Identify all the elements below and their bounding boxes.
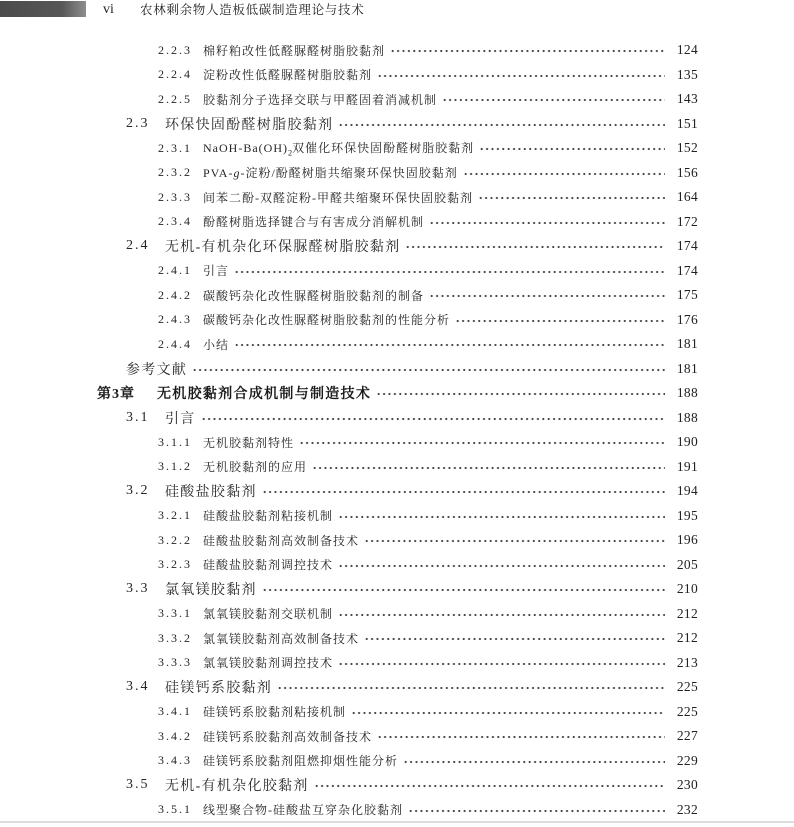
toc-entry-2-3-4 (0, 210, 698, 235)
entry-number: 3.4.2 (158, 728, 192, 743)
entry-title (203, 139, 474, 157)
entry-title: 硅镁钙系胶黏剂高效制备技术 (203, 729, 373, 744)
entry-page: 212 (676, 605, 698, 621)
entry-title: 无机胶黏剂特性 (203, 435, 295, 450)
entry-title: 硅镁钙系胶黏剂阻燃抑烟性能分析 (203, 754, 399, 769)
running-head-title: 农林剩余物人造板低碳制造理论与技术 (140, 2, 365, 17)
toc-entry-2-2-5 (0, 87, 698, 112)
entry-number: 2.4.1 (158, 263, 192, 278)
entry-title: 环保快固酚醛树脂胶黏剂 (165, 117, 334, 133)
toc-entry-2-3 (0, 112, 698, 137)
entry-page: 194 (676, 483, 698, 499)
toc-entry-3-3-3 (0, 651, 698, 676)
dot-leader (377, 73, 665, 79)
dot-leader (455, 318, 665, 324)
entry-title: 氯氧镁胶黏剂 (165, 583, 257, 599)
entry-title: 硅酸盐胶黏剂粘接机制 (203, 509, 334, 524)
entry-title: 淀粉改性低醛脲醛树脂胶黏剂 (203, 68, 373, 83)
entry-title: 线型聚合物-硅酸盐互穿杂化胶黏剂 (203, 803, 403, 818)
entry-page: 232 (676, 801, 698, 817)
dot-leader (312, 465, 665, 471)
toc-entry-3-3-2 (0, 626, 698, 651)
entry-page: 181 (676, 336, 698, 352)
dot-leader (403, 759, 665, 765)
entry-page: 205 (676, 556, 698, 572)
entry-number: 2.2.5 (158, 91, 192, 106)
dot-leader (262, 489, 665, 495)
dot-leader (408, 808, 665, 814)
entry-title: 引言 (203, 264, 230, 279)
dot-leader (364, 538, 665, 544)
toc-entry-references (0, 357, 698, 382)
dot-leader (463, 171, 665, 177)
entry-page: 135 (676, 66, 698, 82)
dot-leader (234, 269, 665, 275)
entry-title: 氯氧镁胶黏剂调控技术 (203, 656, 334, 671)
entry-number: 3.5.1 (158, 802, 192, 817)
entry-number: 2.2.4 (158, 67, 192, 82)
entry-page: 156 (676, 164, 698, 180)
dot-leader (192, 367, 665, 373)
toc-entry-3-2 (0, 479, 698, 504)
entry-page: 210 (676, 581, 698, 597)
toc-entry-3-4-2 (0, 724, 698, 749)
entry-page: 164 (676, 189, 698, 205)
entry-title: 无机-有机杂化胶黏剂 (165, 779, 309, 795)
toc-entry-2-2-4 (0, 63, 698, 88)
entry-page: 191 (676, 458, 698, 474)
entry-title: 酚醛树脂选择键合与有害成分消解机制 (203, 215, 425, 230)
entry-title: 间苯二酚-双醛淀粉-甲醛共缩聚环保快固胶黏剂 (203, 190, 473, 205)
entry-title-part: PVA- (203, 166, 234, 181)
header-bar (0, 1, 86, 17)
dot-leader (376, 391, 665, 397)
entry-title: 参考文献 (126, 362, 188, 378)
toc-entry-3-4-3 (0, 749, 698, 774)
toc-entry-2-3-2 (0, 161, 698, 186)
entry-title-part: NaOH-Ba(OH) (203, 141, 288, 156)
entry-title: 碳酸钙杂化改性脲醛树脂胶黏剂的性能分析 (203, 313, 451, 328)
entry-page: 229 (676, 752, 698, 768)
toc-entry-2-3-3 (0, 185, 698, 210)
toc-entry-3-3 (0, 577, 698, 602)
dot-leader (351, 710, 665, 716)
entry-number: 3.5 (126, 777, 150, 793)
dot-leader (478, 195, 665, 201)
entry-page: 225 (676, 703, 698, 719)
toc-entry-2-4 (0, 234, 698, 259)
entry-page: 143 (676, 91, 698, 107)
entry-number: 3.1.2 (158, 459, 192, 474)
entry-number: 2.3 (126, 115, 150, 131)
entry-title-part: -淀粉/酚醛树脂共缩聚环保快固胶黏剂 (240, 166, 458, 181)
dot-leader (262, 587, 665, 593)
entry-title: 胶黏剂分子选择交联与甲醛固着消减机制 (203, 92, 438, 107)
entry-number: 3.2 (126, 483, 150, 499)
entry-page: 188 (676, 409, 698, 425)
toc-entry-3-1-1 (0, 430, 698, 455)
entry-page: 174 (676, 238, 698, 254)
toc-entry-chapter (0, 381, 698, 406)
entry-page: 212 (676, 630, 698, 646)
dot-leader (338, 563, 665, 569)
entry-page: 225 (676, 679, 698, 695)
dot-leader (479, 146, 665, 152)
entry-title: 硅酸盐胶黏剂高效制备技术 (203, 533, 360, 548)
entry-title: 氯氧镁胶黏剂交联机制 (203, 607, 334, 622)
dot-leader (429, 220, 665, 226)
entry-title: 小结 (203, 337, 230, 352)
dot-leader (377, 734, 665, 740)
toc-entry-2-4-3 (0, 308, 698, 333)
toc-entry-2-3-1 (0, 136, 698, 161)
toc-entry-3-4 (0, 675, 698, 700)
dot-leader (338, 122, 665, 128)
entry-title: 硅酸盐胶黏剂调控技术 (203, 558, 334, 573)
entry-number: 3.3.1 (158, 606, 192, 621)
entry-number: 3.1.1 (158, 434, 192, 449)
page-number-label: vi (103, 2, 114, 17)
entry-page: 196 (676, 532, 698, 548)
toc-entry-3-1 (0, 406, 698, 431)
entry-title-subscript: 2 (287, 148, 293, 158)
entry-title: 硅镁钙系胶黏剂粘接机制 (203, 705, 347, 720)
dot-leader (277, 685, 665, 691)
dot-leader (405, 244, 665, 250)
entry-number: 2.3.2 (158, 165, 192, 180)
entry-title-italic: g (233, 166, 241, 181)
entry-number: 3.1 (126, 409, 150, 425)
entry-title: 氯氧镁胶黏剂高效制备技术 (203, 631, 360, 646)
entry-title (203, 164, 458, 181)
toc-entry-2-2-3 (0, 38, 698, 63)
entry-number: 3.3.2 (158, 630, 192, 645)
entry-title-part: 双催化环保快固酚醛树脂胶黏剂 (292, 141, 475, 156)
entry-page: 188 (676, 385, 698, 401)
entry-number: 3.2.3 (158, 557, 192, 572)
scan-edge (0, 821, 794, 823)
entry-page: 124 (676, 42, 698, 58)
entry-page: 181 (676, 360, 698, 376)
entry-number: 2.3.4 (158, 214, 192, 229)
toc-entry-2-4-4 (0, 332, 698, 357)
entry-title: 引言 (165, 411, 196, 427)
entry-number: 3.4.3 (158, 753, 192, 768)
toc-entry-3-5 (0, 773, 698, 798)
dot-leader (314, 783, 665, 789)
dot-leader (234, 342, 665, 348)
toc-entry-3-3-1 (0, 602, 698, 627)
toc-entry-3-5-1 (0, 798, 698, 823)
toc-entry-3-2-2 (0, 528, 698, 553)
entry-title: 硅酸盐胶黏剂 (165, 485, 257, 501)
dot-leader (299, 440, 665, 446)
entry-title: 棉籽粕改性低醛脲醛树脂胶黏剂 (203, 43, 386, 58)
dot-leader (364, 636, 665, 642)
entry-page: 174 (676, 262, 698, 278)
dot-leader (442, 97, 665, 103)
entry-number: 3.3 (126, 581, 150, 597)
toc-entry-2-4-1 (0, 259, 698, 284)
dot-leader (390, 48, 665, 54)
dot-leader (338, 514, 665, 520)
entry-page: 230 (676, 777, 698, 793)
toc-entry-3-4-1 (0, 700, 698, 725)
toc-entry-3-1-2 (0, 455, 698, 480)
entry-title: 硅镁钙系胶黏剂 (165, 681, 273, 697)
entry-number: 3.2.2 (158, 532, 192, 547)
dot-leader (338, 612, 665, 618)
table-of-contents (0, 38, 698, 822)
entry-number: 3.3.3 (158, 655, 192, 670)
toc-entry-3-2-1 (0, 504, 698, 529)
entry-page: 190 (676, 434, 698, 450)
entry-page: 172 (676, 213, 698, 229)
entry-number: 2.4 (126, 238, 150, 254)
toc-entry-3-2-3 (0, 553, 698, 578)
entry-number: 2.4.2 (158, 287, 192, 302)
entry-number: 3.2.1 (158, 508, 192, 523)
entry-number: 2.3.1 (158, 140, 192, 155)
entry-number: 3.4 (126, 679, 150, 695)
entry-page: 175 (676, 287, 698, 303)
entry-page: 176 (676, 311, 698, 327)
entry-page: 213 (676, 654, 698, 670)
entry-title: 无机-有机杂化环保脲醛树脂胶黏剂 (165, 240, 401, 256)
dot-leader (429, 293, 665, 299)
entry-number: 2.2.3 (158, 42, 192, 57)
entry-page: 151 (676, 115, 698, 131)
dot-leader (201, 416, 665, 422)
entry-number: 2.4.3 (158, 312, 192, 327)
entry-page: 227 (676, 728, 698, 744)
entry-title: 无机胶黏剂的应用 (203, 460, 308, 475)
entry-title: 无机胶黏剂合成机制与制造技术 (157, 387, 372, 403)
entry-number: 2.4.4 (158, 336, 192, 351)
entry-page: 195 (676, 507, 698, 523)
entry-number: 第3章 (97, 387, 135, 403)
entry-number: 3.4.1 (158, 704, 192, 719)
entry-number: 2.3.3 (158, 189, 192, 204)
entry-page: 152 (676, 140, 698, 156)
toc-entry-2-4-2 (0, 283, 698, 308)
dot-leader (338, 661, 665, 667)
entry-title: 碳酸钙杂化改性脲醛树脂胶黏剂的制备 (203, 288, 425, 303)
